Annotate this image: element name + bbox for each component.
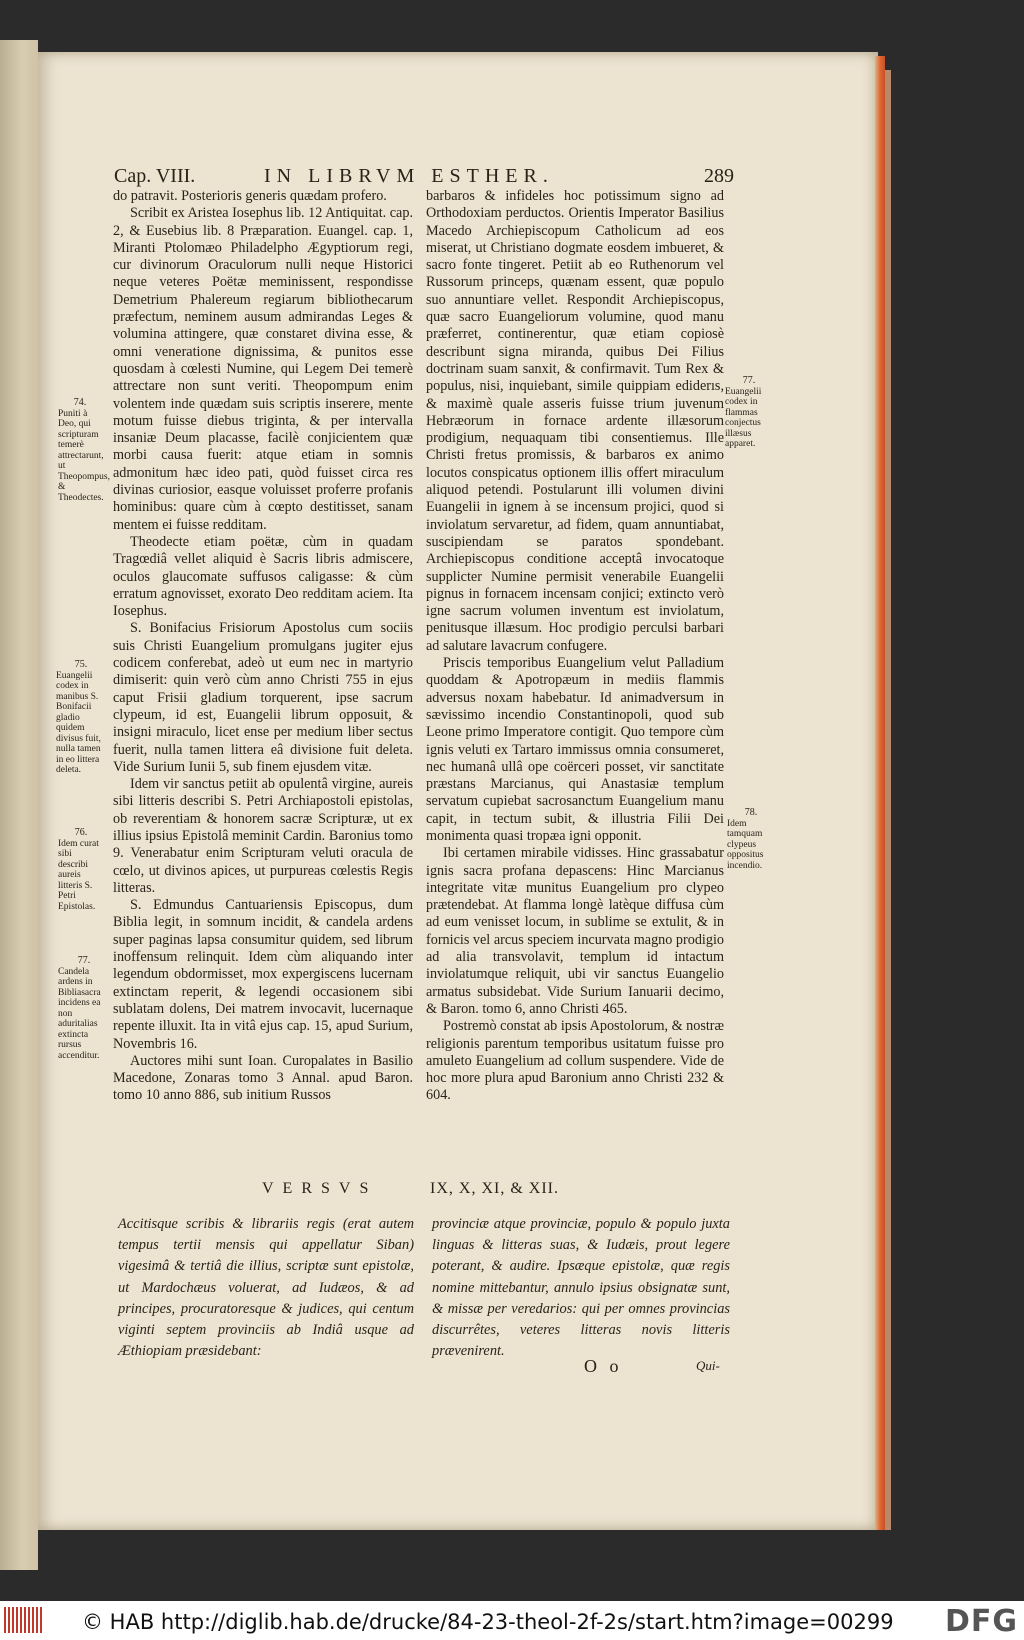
- margin-note-77a: 77. Candela ardens in Bibliasacra incidens ea non aduritalias extincta rursus accenditur.: [58, 955, 101, 1061]
- page-edge-red: [875, 56, 885, 1530]
- paragraph: Postremò constat ab ipsis Apostolorum, & nostræ religionis parentum temporibus usitatum fuisse pro amuleto Euangelium ad collum suspendere. Vide de hoc more plura apud Baronium anno Christi 232 & 604.: [426, 1018, 724, 1104]
- right-column: [426, 188, 724, 1105]
- paragraph: barbaros & infideles hoc potissimum signo ad Orthodoxiam perductos. Orientis Imperator Basilius Macedo Archiepiscopum Catholicum ad eos miserat, ut Christiano dogmate eosdem imbueret, & sacro fonte tingeret. Petiit ab eo Ruthenorum vel Russorum princeps, quænam essent, quæ populo suo annuntiare vellet. Respondit Archiepiscopus, quæ sacro Euangeliorum volumine, quod manu præferret, continerentur, quæ etiam copiosè describunt signa miranda, quibus Dei Filius doctrinam suam sanxit, & confirmavit. Tum Rex & populus, nisi, inquiebant, simile quippiam ediderıs, & maximè quale asseris fuisse trium juvenum Hebræorum in fornace ardente illæsorum prodigium, nequaquam tibi consentiemus. Ille Christi fretus promissis, & barbaros ex animo locutos conspicatus optionem illis offert miraculum aliquod petendi. Postularunt illi volumen divini Euangelii in ignem à se incensum projici, quod si inviolatum servaretur, ad fidem, quam annuntiabat, suscipiendam se paratos spondebant. Archiepiscopus conditione acceptâ invocatoque supplicter Numine permisit venerabile Euangelii pignus in fornacem incensam conjici; extincto verò igne sacrum volumen inventum est inviolatum, penitusque illæsum. Hoc prodigio perculsi barbari ad salutare lavacrum confugere.: [426, 188, 724, 654]
- verse-text-left: Accitisque scribis & librariis regis (erat autem tempus tertii mensis qui appellatur Siban) vigesimâ & tertiâ die illius, scriptæ sunt epistolæ, ut Mardochæus voluerat, ad Iudæos, & ad principes, procuratoresque & judices, qui centum viginti septem provinciis ab Indiâ usque ad Æthiopiam præsidebant:: [118, 1216, 414, 1360]
- margin-note-74: 74. Puniti à Deo, qui scripturam temerè attrectarunt, ut Theopompus, & Theodectes.: [58, 397, 110, 503]
- dfg-logo: DFG: [944, 1604, 1018, 1639]
- signature-mark: O o: [584, 1356, 623, 1376]
- book-title: IN LIBRVM ESTHER.: [264, 165, 554, 187]
- paragraph: Ibi certamen mirabile vidisses. Hinc grassabatur ignis sacra profana depascens: Hinc Marcianus integritate vitæ munitus Euangelium pro clypeo prætendebat. At flamma longè latèque diffusa cùm ad eum venisset locum, in sublime se extulit, & in fornicis vel arcus speciem incurvata magno prodigio ad alia transvolavit, templum id intactum inviolatumque reliquit, ubi vir sanctus Euangelio armatus subsidebat. Vide Surium Ianuarii decimo, & Baron. tomo 6, anno Christi 465.: [426, 845, 724, 1017]
- margin-note-76: 76. Idem curat sibi describi aureis litteris S. Petri Epistolas.: [58, 827, 99, 912]
- paragraph: do patravit. Posterioris generis quædam profero.: [113, 188, 387, 204]
- verse-heading: [262, 1180, 742, 1198]
- chapter-label: Cap. VIII.: [114, 165, 196, 187]
- paragraph: S. Edmundus Cantuariensis Episcopus, dum Biblia legit, in somnum incidit, & candela ardens super paginas lapsa consumitur quidem, sed librum inoffensum relinquit. Idem cùm aliquando inter legendum obdormisset, mox expergiscens lucernam extinctam reperit, & legendi occasionem sibi sublatam dolens, Dei matrem invocavit, lucernaque repente illuxit. Ita in vitâ ejus cap. 15, apud Surium, Novembris 16.: [113, 897, 413, 1052]
- margin-note-78: 78. Idem tamquam clypeus oppositus incendio.: [727, 807, 764, 871]
- copyright-link[interactable]: © HAB http://diglib.hab.de/drucke/84-23-theol-2f-2s/start.htm?image=00299: [82, 1610, 894, 1634]
- catchword: Qui-: [696, 1358, 720, 1373]
- verse-heading-label: VERSVS: [262, 1180, 378, 1197]
- page-edge-shadow: [885, 70, 891, 1530]
- paragraph: Auctores mihi sunt Ioan. Curopalates in Basilio Macedone, Zonaras tomo 3 Annal. apud Baron. tomo 10 anno 886, sub initium Russos: [113, 1052, 413, 1104]
- verse-text-right: provinciæ atque provinciæ, populo & populo juxta linguas & litteras suas, & Iudæis, prout legere poterant, & audire. Ipsæque epistolæ, quæ regis nomine mittebantur, annulo ipsius obsignatæ sunt, & missæ per veredarios: qui per omnes provincias discurrêtes, veteres litteras novis litteris prævenirent.: [432, 1216, 730, 1360]
- page-number: 289: [704, 165, 734, 187]
- previous-page-edge: [0, 40, 38, 1570]
- viewer-footer: [0, 1601, 1024, 1640]
- running-header: [114, 165, 734, 189]
- paragraph: Theodecte etiam poëtæ, cùm in quadam Tragœdiâ vellet aliquid è Sacris libris admiscere, oculos glaucomate suffusos caligasse: & cùm erratum agnovisset, exorato Deo redditam aciem. Ita Iosephus.: [113, 533, 413, 620]
- left-column: [113, 188, 413, 1105]
- paragraph: Scribit ex Aristea Iosephus lib. 12 Antiquitat. cap. 2, & Eusebius lib. 8 Præparation. Euangel. cap. 1, Miranti Ptolomæo Philadelpho Ægyptiorum regi, cur divinorum Oraculorum nulli neque Historici neque veteres Poëtæ meminissent, respondisse Demetrium Phalereum regiarum bibliothecarum præfectum, neminem ausum admirandas Leges & volumina attingere, quæ constaret divina esse, & omni veneratione dignissima, & punitos esse quosdam à cœlesti Numine, qui Legem Dei temerè attrectare non sunt veriti. Theopompum enim volentem inde quædam suis scriptis inserere, mente motum fuisse diebus triginta, & per intervalla insaniæ Deum placasse, facilè conjicientem quæ morbi causa fuerit: atque etiam in somnis admonitum hæc ideo pati, quòd fuisset circa res divinas curiosior, easque voluisset proferre profanis hominibus: quare cùm à cœpto destitisset, sanam mentem ei fuisse redditam.: [113, 205, 413, 533]
- paragraph: Idem vir sanctus petiit ab opulentâ virgine, aureis sibi litteris describi S. Petri Archiapostoli epistolas, ob reverentiam & honorem sacræ Scripturæ, ut ex illius ipsius Epistolâ meminit Cardin. Baronius tomo 9. Venerabatur enim Scripturam veluti oracula de cœlo, ut divinos apices, ut purpureas cœlestis Regis litteras.: [113, 776, 413, 896]
- margin-note-77b: 77. Euangelii codex in flammas conjectus illæsus apparet.: [725, 375, 762, 449]
- verse-numbers: IX, X, XI, & XII.: [430, 1180, 559, 1197]
- margin-note-75: 75. Euangelii codex in manibus S. Bonifacii gladio quidem divisus fuit, nulla tamen in eo littera deleta.: [56, 659, 101, 775]
- barcode-logo-icon: [4, 1607, 44, 1633]
- paragraph: S. Bonifacius Frisiorum Apostolus cum sociis suis Christi Euangelium promulgans jugiter ejus codicem conferebat, adeò ut eum nec in martyrio dimiserit: quin verò cùm anno Christi 755 in ejus caput Frisii gladium torquerent, ipse sacrum clypeum, id est, Euangelii librum opposuit, & insigni miraculo, licet ense per medium liber sectus fuerit, nulla tamen littera eâ divisione fuit deleta. Vide Surium Iunii 5, sub finem ejusdem vitæ.: [113, 620, 413, 775]
- paragraph: Priscis temporibus Euangelium velut Palladium quoddam & Apotropæum in mediis flammis adversus noxam habebatur. Id animadversum in sævissimo incendio Constantinopoli, quod sub Leone primo Imperatore contigit. Quo tempore cùm ignis veluti ex Tartaro immissus omnia consumeret, nec humanâ ullâ ope coërceri posset, vir sanctitate præstans Marcianus, qui Anastasiæ templum servatum cupiebat sacrosanctum Euangelium manu capit, in tectum subit, & illustria Filii Dei monimenta quasi tropæa igni opponit.: [426, 655, 724, 844]
